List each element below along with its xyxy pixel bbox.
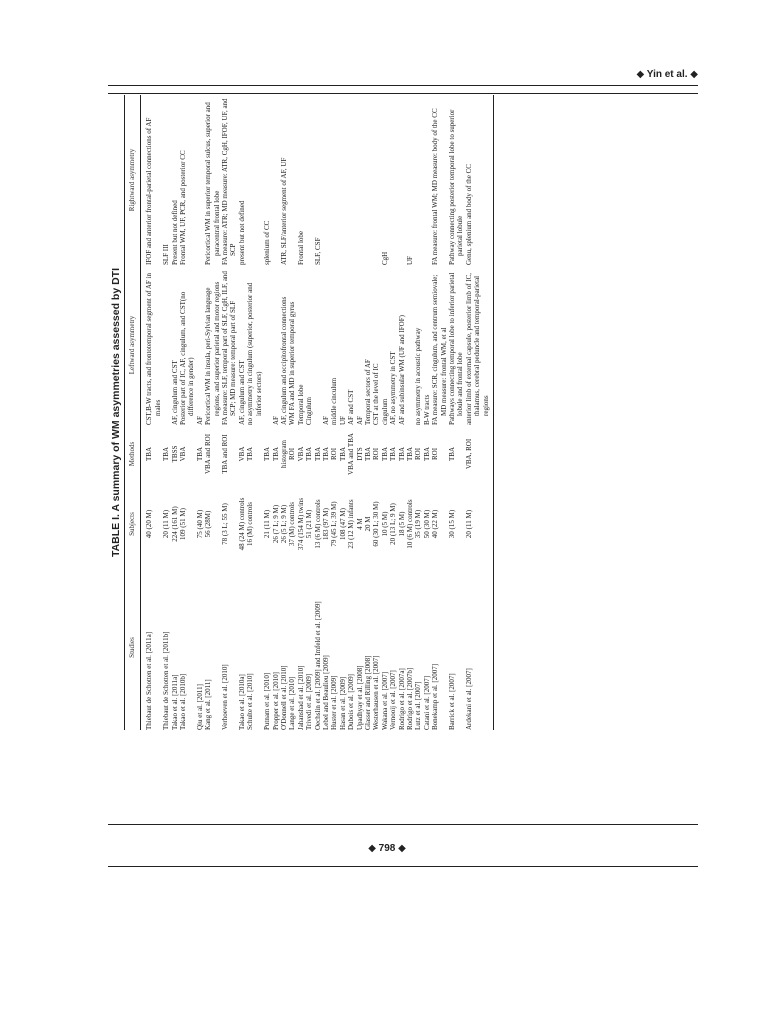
table-row bbox=[448, 95, 465, 730]
cell-methods: TBA bbox=[422, 447, 431, 461]
cell-leftward: Posterior part of IC, AF, cingulum, and CST(no difference in gender) bbox=[179, 291, 196, 425]
table-row bbox=[465, 95, 494, 730]
bottom-rule bbox=[108, 866, 698, 867]
cell-subjects: 23 (12 M) infants bbox=[347, 499, 356, 549]
table-row bbox=[431, 95, 448, 730]
cell-rightward: FA measure: frontal WM; MD measure: body of the CC bbox=[431, 108, 440, 265]
cell-rightward bbox=[246, 95, 263, 265]
cell-rightward bbox=[305, 95, 313, 265]
cell-methods: ROI bbox=[330, 447, 339, 461]
table-row bbox=[398, 95, 406, 730]
table-row bbox=[179, 95, 196, 730]
running-header-author: ◆ Yin et al. ◆ bbox=[636, 69, 698, 80]
cell-rightward bbox=[423, 95, 431, 265]
cell-rightward: ATR, SLF/anterior segment of AF, UF bbox=[279, 157, 288, 265]
cell-study: Qiu et al. [2011] bbox=[195, 683, 204, 730]
cell-rightward: SLF, CSF bbox=[313, 237, 322, 265]
cell-subjects: 79 (45 L; 39 M) bbox=[330, 501, 339, 547]
cell-study: Kang et al. [2011] bbox=[204, 679, 213, 730]
cell-subjects: 4 M bbox=[355, 518, 364, 530]
cell-leftward: AF, cingulum and CST bbox=[237, 360, 246, 425]
header-rule-secondary bbox=[108, 93, 698, 94]
rotated-table-block bbox=[108, 95, 702, 730]
table-row bbox=[389, 95, 397, 730]
cell-methods: histogram bbox=[279, 440, 288, 468]
cell-leftward: no asymmetry in cingulum (superior, posterior and inferior sectors) bbox=[246, 282, 263, 425]
cell-study: Glasser and Rilling [2008] bbox=[363, 655, 372, 730]
cell-rightward: present but not defined bbox=[237, 200, 246, 265]
cell-subjects: 78 (3 L; 55 M) bbox=[221, 503, 230, 545]
cell-subjects: 75 (40 M) bbox=[195, 509, 204, 539]
cell-subjects: 40 (20 M) bbox=[145, 509, 154, 539]
cell-leftward: Temporal sectors of AF bbox=[363, 359, 372, 425]
cell-study: Vernooij et al. [2007] bbox=[389, 670, 398, 730]
table-row bbox=[280, 95, 288, 730]
cell-study: Dubois et al. [2009] bbox=[347, 674, 356, 730]
cell-study: Verhoeven et al. [2010] bbox=[221, 664, 230, 730]
cell-leftward: WM FA and MD in superior temporal gyrus bbox=[288, 301, 297, 425]
cell-leftward: AF bbox=[321, 416, 330, 425]
cell-study: O'Donnell et al. [2010] bbox=[279, 665, 288, 730]
cell-study: Huster et al. [2009] bbox=[330, 675, 339, 730]
table-row bbox=[246, 95, 263, 730]
cell-leftward: CST,B-W tracts, and frontotemporal segment of AF in males bbox=[145, 273, 162, 425]
cell-rightward bbox=[389, 95, 397, 265]
table-row bbox=[423, 95, 431, 730]
table-row bbox=[141, 95, 162, 730]
cell-methods: TBA bbox=[145, 447, 154, 461]
cell-rightward bbox=[272, 95, 280, 265]
table-row bbox=[364, 95, 372, 730]
cell-rightward: IFOF and anterior frontal-parietal connections of AF bbox=[145, 117, 154, 265]
cell-methods: TBA and ROI bbox=[221, 434, 230, 474]
table-row bbox=[305, 95, 313, 730]
cell-rightward: CgH bbox=[380, 251, 389, 265]
cell-methods: TBA bbox=[338, 447, 347, 461]
cell-study: Hasan et al. [2009] bbox=[338, 676, 347, 730]
page-number: ◆ 798 ◆ bbox=[368, 843, 406, 854]
table-row bbox=[272, 95, 280, 730]
cell-leftward: Temporal lobe bbox=[296, 384, 305, 425]
cell-methods: TBA bbox=[448, 447, 457, 461]
cell-study: Lutz et al. [2007] bbox=[414, 681, 423, 730]
cell-leftward: AF, cingulum and occipitofrontal connections bbox=[279, 296, 288, 425]
column-header-methods: Methods bbox=[125, 425, 141, 483]
table-row bbox=[372, 95, 380, 730]
cell-methods: VBA bbox=[296, 446, 305, 462]
cell-leftward: middle cinculum bbox=[330, 377, 339, 425]
table-row bbox=[221, 95, 238, 730]
table-row bbox=[381, 95, 389, 730]
cell-rightward: Pericortical WM in superior temporal sulcus, superior and paracentral frontal lobe bbox=[204, 102, 221, 265]
cell-methods: ROI bbox=[372, 447, 381, 461]
cell-rightward bbox=[347, 95, 355, 265]
cell-leftward: FA measure: SLF, temporal part of SLF, CgH, ILF, and SCP; MD measure: temporal part of SLF bbox=[221, 271, 238, 425]
cell-subjects: 51 (21 M) bbox=[305, 509, 314, 539]
table-row bbox=[196, 95, 204, 730]
cell-study: Putnam et al. [2010] bbox=[263, 672, 272, 730]
cell-methods: ROI bbox=[414, 447, 423, 461]
cell-methods: TBA bbox=[380, 447, 389, 461]
table-row bbox=[297, 95, 305, 730]
cell-leftward: FA measure: SCR, cingulum, and centrum semiovale; MD measure: frontal WM, et al bbox=[431, 274, 448, 425]
table-row bbox=[162, 95, 170, 730]
cell-study: Bonekamp et al. [2007] bbox=[431, 663, 440, 730]
cell-subjects: 37 (M) controls bbox=[288, 502, 297, 546]
cell-study: Schulte et al. [2010] bbox=[246, 673, 255, 730]
cell-subjects: 35 (19 M) bbox=[414, 509, 423, 539]
cell-rightward: UF bbox=[406, 256, 414, 265]
cell-methods: TBA bbox=[389, 447, 398, 461]
cell-study: Thiebaut de Schotten et al. [2011a] bbox=[145, 631, 154, 730]
cell-methods: TBA bbox=[271, 447, 280, 461]
cell-methods: VBA and ROI bbox=[204, 433, 213, 475]
cell-subjects: 20 M bbox=[363, 516, 372, 532]
cell-study: Lange et al. [2010] bbox=[288, 676, 297, 730]
table-title: TABLE I. A summary of WM asymmetries assessed by DTI bbox=[110, 267, 122, 558]
cell-rightward: Present but not defined bbox=[170, 200, 179, 265]
cell-study: Trivedi et al. [2009] bbox=[305, 673, 314, 730]
cell-methods: DTS bbox=[355, 447, 364, 461]
table-row bbox=[263, 95, 271, 730]
table-row bbox=[406, 95, 414, 730]
cell-subjects: 40 (22 M) bbox=[431, 509, 440, 539]
cell-methods: TBA bbox=[195, 447, 204, 461]
cell-methods: ROI bbox=[288, 447, 297, 461]
cell-leftward: AF and subinsular WM (UF and IFOF) bbox=[397, 315, 406, 425]
table-row bbox=[330, 95, 338, 730]
cell-methods: TBA bbox=[321, 447, 330, 461]
footer-rule bbox=[108, 824, 698, 825]
cell-study: Ardekani et al. [2007] bbox=[465, 565, 494, 730]
cell-study: Jahanshad et al. [2010] bbox=[296, 665, 305, 730]
cell-rightward: Pathway connecting posterior temporal lobe to superior parietal lobule bbox=[448, 109, 465, 265]
cell-subjects: 48 (24 M) controls bbox=[237, 497, 246, 551]
cell-leftward: AF and CST bbox=[347, 389, 356, 425]
cell-subjects: 30 (15 M) bbox=[448, 509, 457, 539]
cell-rightward bbox=[330, 95, 338, 265]
cell-subjects: 56 (28M) bbox=[204, 510, 213, 538]
cell-subjects: 20 (11 M) bbox=[465, 483, 494, 565]
cell-rightward: splenium of CC bbox=[263, 220, 272, 265]
cell-subjects: 108 (47 M) bbox=[338, 508, 347, 540]
cell-rightward: Frontal WM, UF, PCR, and posterior CC bbox=[179, 150, 188, 265]
cell-leftward: B-W tracts bbox=[422, 394, 431, 425]
cell-subjects: 374 (154 M) twins bbox=[296, 497, 305, 551]
table-row bbox=[339, 95, 347, 730]
cell-methods: TBA bbox=[313, 447, 322, 461]
cell-study: Lebel and Beaulieu [2009] bbox=[321, 655, 330, 730]
cell-subjects: 10 (6 M) controls bbox=[406, 499, 414, 549]
table-row bbox=[347, 95, 355, 730]
cell-study: Propper et al. [2010] bbox=[271, 672, 280, 730]
table-row bbox=[288, 95, 296, 730]
cell-subjects: 18 (5 M) bbox=[397, 511, 406, 537]
cell-study: Oechslin et al. [2009] and Imfeld et al. [2009] bbox=[313, 601, 322, 730]
cell-study: Rodrigo et al. [2007a] bbox=[397, 668, 406, 730]
table-header-row bbox=[125, 95, 141, 730]
table-body bbox=[141, 95, 494, 730]
table-row bbox=[322, 95, 330, 730]
cell-leftward: AF bbox=[355, 416, 364, 425]
cell-methods: TBA bbox=[263, 447, 272, 461]
cell-rightward: SLF III bbox=[162, 244, 171, 265]
cell-leftward bbox=[162, 265, 170, 425]
cell-subjects: 20 (11 M) bbox=[162, 509, 171, 539]
column-header-subjects: Subjects bbox=[125, 483, 141, 565]
cell-rightward: Frontal lobe bbox=[296, 230, 305, 265]
cell-leftward: AF bbox=[195, 416, 204, 425]
cell-subjects: 16 (M) controls bbox=[246, 502, 255, 546]
cell-subjects: 20 (13 L; 9 M) bbox=[389, 503, 398, 545]
cell-rightward bbox=[339, 95, 347, 265]
table-row bbox=[314, 95, 322, 730]
table-row bbox=[356, 95, 364, 730]
cell-study: Takao et al. [2011a] bbox=[170, 674, 179, 730]
header-rule bbox=[108, 85, 698, 86]
cell-methods: VBA bbox=[237, 446, 246, 462]
cell-methods: VBA and TBA bbox=[347, 433, 356, 475]
cell-rightward: Genu, splenium and body of the CC bbox=[465, 95, 494, 265]
cell-leftward: UF bbox=[338, 416, 347, 425]
cell-subjects: 13 (6 M) controls bbox=[313, 499, 322, 549]
cell-rightward bbox=[364, 95, 372, 265]
cell-leftward: Pericortical WM in insula, peri-Sylvian language regions, and superior parietal and motor regions bbox=[204, 281, 221, 425]
cell-study: Rodrigo et al. [2007b] bbox=[406, 667, 414, 730]
wm-asymmetry-table bbox=[124, 95, 494, 730]
cell-subjects: 10 (5 M) bbox=[380, 511, 389, 537]
column-header-leftward: Leftward asymmetry bbox=[125, 265, 141, 425]
cell-subjects: 60 (30 L; 30 M) bbox=[372, 501, 381, 547]
cell-leftward: AF bbox=[271, 416, 280, 425]
cell-study: Takao et al. [2010b] bbox=[179, 673, 188, 730]
cell-rightward bbox=[414, 95, 422, 265]
cell-subjects: 224 (161 M) bbox=[170, 506, 179, 542]
cell-leftward: Pathways connecting temporal lobe to inferior parietal lobule and frontal lobe bbox=[448, 272, 465, 425]
cell-leftward: AF, no asymmetry in CST bbox=[389, 351, 398, 425]
cell-study: Upadhyay et al. [2008] bbox=[355, 665, 364, 730]
cell-methods: TBA bbox=[246, 447, 255, 461]
cell-subjects: 183 (97 M) bbox=[321, 508, 330, 540]
cell-methods: ROI bbox=[431, 447, 440, 461]
cell-rightward: FA measure: ATR; MD measure: ATR, CgH, IFOF, UF, and SCP bbox=[221, 98, 238, 265]
cell-subjects: 109 (51 M) bbox=[179, 508, 188, 540]
cell-leftward: Cingulum bbox=[305, 396, 314, 425]
cell-study: Catani et al. [2007] bbox=[422, 675, 431, 730]
cell-methods: TBA bbox=[305, 447, 314, 461]
cell-leftward: anterior limb of external capsule, posterior limb of IC, thalamus, cerebral peduncle and temporal-parietal regions bbox=[465, 265, 494, 425]
cell-leftward bbox=[263, 265, 271, 425]
column-header-studies: Studies bbox=[125, 565, 141, 730]
cell-methods: VBA, ROI bbox=[465, 425, 494, 483]
cell-methods: TBA bbox=[363, 447, 372, 461]
cell-study: Thiebaut de Schotten et al. [2011b] bbox=[162, 631, 171, 730]
cell-subjects: 26 (7 L; 9 M) bbox=[271, 504, 280, 544]
cell-methods: TBA bbox=[406, 447, 414, 461]
column-header-rightward: Rightward asymmetry bbox=[125, 95, 141, 265]
table-row bbox=[204, 95, 221, 730]
cell-methods: TBSS bbox=[170, 445, 179, 463]
cell-leftward: no asymmetry in acoustic pathway bbox=[414, 327, 423, 425]
cell-subjects: 26 (5 L; 9 M) bbox=[279, 504, 288, 544]
cell-study: Wakana et al. [2007] bbox=[380, 671, 389, 730]
cell-subjects: 21 (11 M) bbox=[263, 509, 272, 539]
cell-leftward bbox=[406, 265, 414, 425]
cell-leftward: cingulum bbox=[380, 398, 389, 425]
cell-rightward bbox=[398, 95, 406, 265]
cell-rightward bbox=[196, 95, 204, 265]
table-row bbox=[414, 95, 422, 730]
table-row bbox=[238, 95, 246, 730]
cell-rightward bbox=[288, 95, 296, 265]
cell-rightward bbox=[372, 95, 380, 265]
cell-rightward bbox=[322, 95, 330, 265]
cell-methods: TBA bbox=[397, 447, 406, 461]
cell-study: Barrick et al. [2007] bbox=[448, 673, 457, 730]
table-row bbox=[171, 95, 179, 730]
cell-subjects: 50 (30 M) bbox=[422, 509, 431, 539]
cell-leftward: CST at the level of IC bbox=[372, 363, 381, 425]
cell-leftward bbox=[314, 265, 322, 425]
cell-rightward bbox=[356, 95, 364, 265]
cell-study: Westerhausen et al. [2007] bbox=[372, 655, 381, 730]
cell-study: Takao et al. [2010a] bbox=[237, 674, 246, 730]
cell-leftward: AF, cingulum and CST bbox=[170, 360, 179, 425]
cell-methods: VBA bbox=[179, 446, 188, 462]
cell-methods: TBA bbox=[162, 447, 171, 461]
